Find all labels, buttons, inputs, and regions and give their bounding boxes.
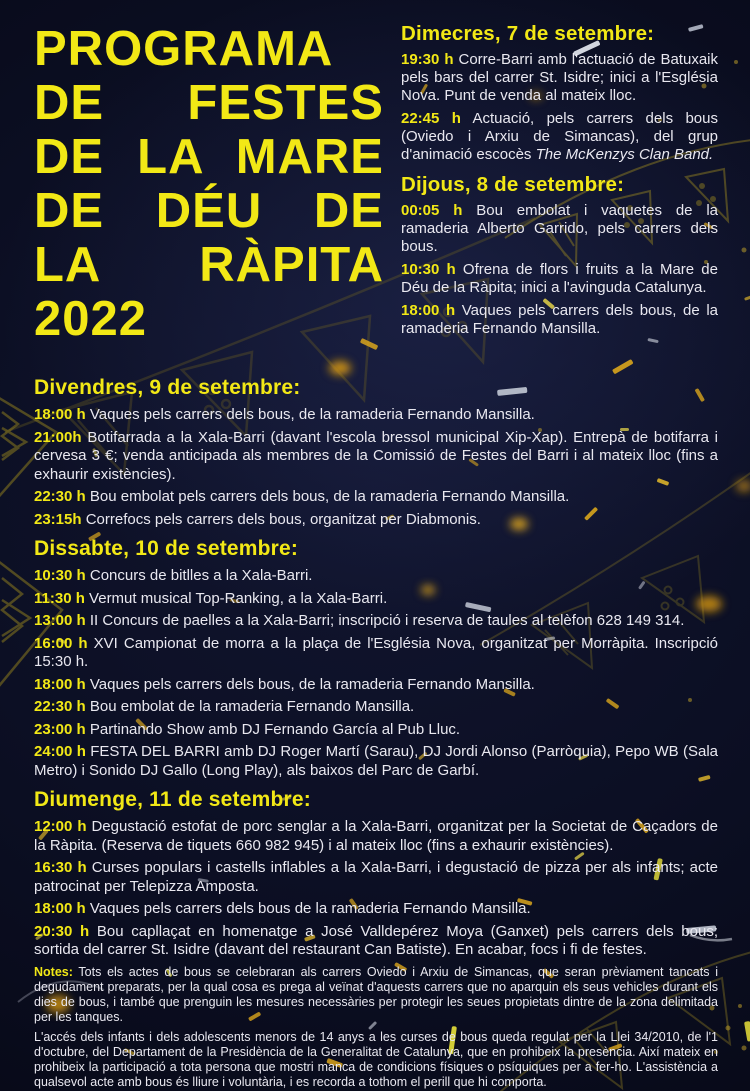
event-time: 18:00 h (34, 406, 86, 423)
event (401, 261, 718, 297)
event-time: 19:30 h (401, 51, 454, 68)
event-time: 22:30 h (34, 488, 86, 505)
notes-section (34, 965, 718, 1090)
event (34, 923, 718, 960)
event-text: Curses populars i castells inflables a la Xala-Barri, i degustació de pizza per als infants; acte patrocinat per Telepizza Amposta. (34, 859, 718, 895)
title-line: DE DÉU DE (34, 184, 384, 238)
event-text: Bou embolat pels carrers dels bous, de la ramaderia Fernando Mansilla. (89, 488, 570, 505)
event (34, 859, 718, 896)
event (34, 429, 718, 485)
event (34, 567, 718, 586)
event-text: XVI Campionat de morra a la plaça de l'Església Nova, organitzat per Morràpita. Inscripció 15:30 h. (34, 634, 718, 670)
event-time: 23:00 h (34, 720, 86, 738)
event (34, 818, 718, 855)
day-section-dijous (401, 173, 718, 338)
notes-text: Tots els actes de bous se celebraran als carrers Oviedo i Arxiu de Simancas, que seran prèviament tancats i degudament preparats, per la qual cosa es prega al veïnat d'aquests carrers que no aparquin els seus vehicles durant els dies de bous, i també que prenguin les mesures necessàries per protegir les seues propietats dintre de la zona delimitada per les tanques. (34, 964, 718, 1024)
event-time: 11:30 h (34, 589, 85, 607)
event-text: II Concurs de paelles a la Xala-Barri; inscripció i reserva de taules al telèfon 628 149 314. (89, 612, 685, 629)
event-time: 10:30 h (34, 567, 86, 584)
event (34, 635, 718, 672)
event-text: Vermut musical Top-Ranking, a la Xala-Barri. (89, 589, 388, 607)
day-section-dissabte (34, 537, 718, 780)
day-section-divendres (34, 376, 718, 529)
day-heading: Divendres, 9 de setembre: (34, 376, 301, 399)
event-time: 24:00 h (34, 743, 86, 760)
event-time: 13:00 h (34, 612, 86, 629)
event (401, 302, 718, 338)
event-text: Bou embolat i vaquetes de la ramaderia Alberto Garrido, pels carrers dels bous. (401, 202, 719, 255)
event-time: 22:30 h (34, 698, 86, 715)
event-time: 22:45 h (401, 110, 461, 127)
event-text: Correfocs pels carrers dels bous, organitzat per Diabmonis. (85, 510, 481, 528)
day-section-diumenge (34, 788, 718, 960)
event (34, 406, 718, 425)
event-time: 16:00 h (34, 634, 88, 652)
event (34, 590, 718, 609)
event-text: Bou capllaçat en homenatge a José Valldepérez Moya (Ganxet) pels carrers dels bous; sortida del carrer St. Isidre (davant del restaurant Can Batiste). En acabar, focs i fi de festes. (34, 922, 719, 958)
schedule-right-column (384, 22, 718, 368)
notes-label: Notes: (34, 964, 73, 979)
event-time: 18:00 h (34, 900, 86, 917)
title-line: DE LA MARE (34, 130, 384, 184)
event-text: Botifarrada a la Xala-Barri (davant l'escola bressol municipal Xip-Xap). Entrepà de botifarra i cervesa 3 €; venda anticipada als membres de la Comissió de Festes del Barri i al mateix lloc (fins a exhaurir existències). (34, 428, 719, 483)
event (401, 202, 718, 256)
event-text: Vaques pels carrers dels bous, de la ramaderia Fernando Mansilla. (89, 675, 535, 693)
event (34, 612, 718, 631)
day-heading: Dissabte, 10 de setembre: (34, 537, 299, 560)
event (34, 721, 718, 740)
poster-header (34, 22, 718, 368)
event-time: 23:15h (34, 510, 82, 528)
event (34, 900, 718, 919)
notes-paragraph: L'accés dels infants i dels adolescents menors de 14 anys a les curses de bous queda regulat per la Llei 34/2010, de l'1 d'octubre, del Departament de la Presidència de la Generalitat de Catalunya, que en prohibeix la presència. Així mateix en prohibeix la participació a tota persona que mostri manca de condicions físiques o psíquiques per a fer-ho. L'assistència a qualsevol acte amb bous és lliure i voluntària, i es recorda a tothom el perill que hi comporta. (34, 1029, 718, 1089)
event (34, 488, 718, 507)
poster-title (34, 22, 384, 368)
event-time: 10:30 h (401, 261, 456, 278)
band-name: The McKenzys Clan Band. (535, 146, 714, 163)
event-text: Concurs de bitlles a la Xala-Barri. (89, 567, 313, 584)
event-time: 00:05 h (401, 202, 463, 219)
event (401, 110, 718, 164)
notes-paragraph (34, 965, 718, 1025)
title-line: DE FESTES (34, 76, 384, 130)
event (34, 511, 718, 530)
day-heading: Dimecres, 7 de setembre: (401, 22, 655, 45)
event-time: 20:30 h (34, 922, 90, 940)
event-text: Actuació, pels carrers dels bous (Oviedo i Arxiu de Simancas), del grup d'animació escocès (401, 110, 718, 163)
title-line: LA RÀPITA (34, 238, 384, 292)
event-text: Vaques pels carrers dels bous de la ramaderia Fernando Mansilla. (89, 900, 531, 917)
day-heading: Dijous, 8 de setembre: (401, 173, 625, 196)
event (401, 51, 718, 105)
event-text: FESTA DEL BARRI amb DJ Roger Martí (Sarau), DJ Jordi Alonso (Parròquia), Pepo WB (Sala Metro) i Sonido DJ Gallo (Long Play), als baixos del Parc de Garbí. (34, 743, 719, 779)
title-year: 2022 (34, 292, 148, 346)
event-time: 21:00h (34, 428, 82, 446)
event (34, 676, 718, 695)
schedule-main (34, 376, 718, 1090)
event-text: Vaques pels carrers dels bous, de la ramaderia Fernando Mansilla. (401, 302, 718, 337)
title-line: PROGRAMA (34, 22, 334, 76)
day-section-dimecres (401, 22, 718, 164)
event-text: Partinando Show amb DJ Fernando García al Pub Lluc. (89, 720, 461, 738)
event-time: 18:00 h (401, 302, 456, 319)
event-time: 18:00 h (34, 675, 86, 693)
event-text: Bou embolat de la ramaderia Fernando Mansilla. (89, 698, 415, 715)
event-time: 12:00 h (34, 818, 87, 835)
event-text: Degustació estofat de porc senglar a la Xala-Barri, organitzat per la Societat de Caçadors de la Ràpita. (Reserva de tiquets 660 982 945) i al mateix lloc (fins a exhaurir existències). (34, 818, 718, 854)
event-text: Ofrena de flors i fruits a la Mare de Déu de la Ràpita; inici a l'avinguda Catalunya. (401, 261, 718, 296)
event-text: Corre-Barri amb l'actuació de Batuxaik pels bars del carrer St. Isidre; inici a l'Església Nova. Punt de venda al mateix lloc. (401, 51, 718, 104)
event (34, 698, 718, 717)
day-heading: Diumenge, 11 de setembre: (34, 788, 311, 811)
event-text: Vaques pels carrers dels bous, de la ramaderia Fernando Mansilla. (89, 406, 535, 423)
event-time: 16:30 h (34, 859, 87, 876)
event (34, 743, 718, 780)
